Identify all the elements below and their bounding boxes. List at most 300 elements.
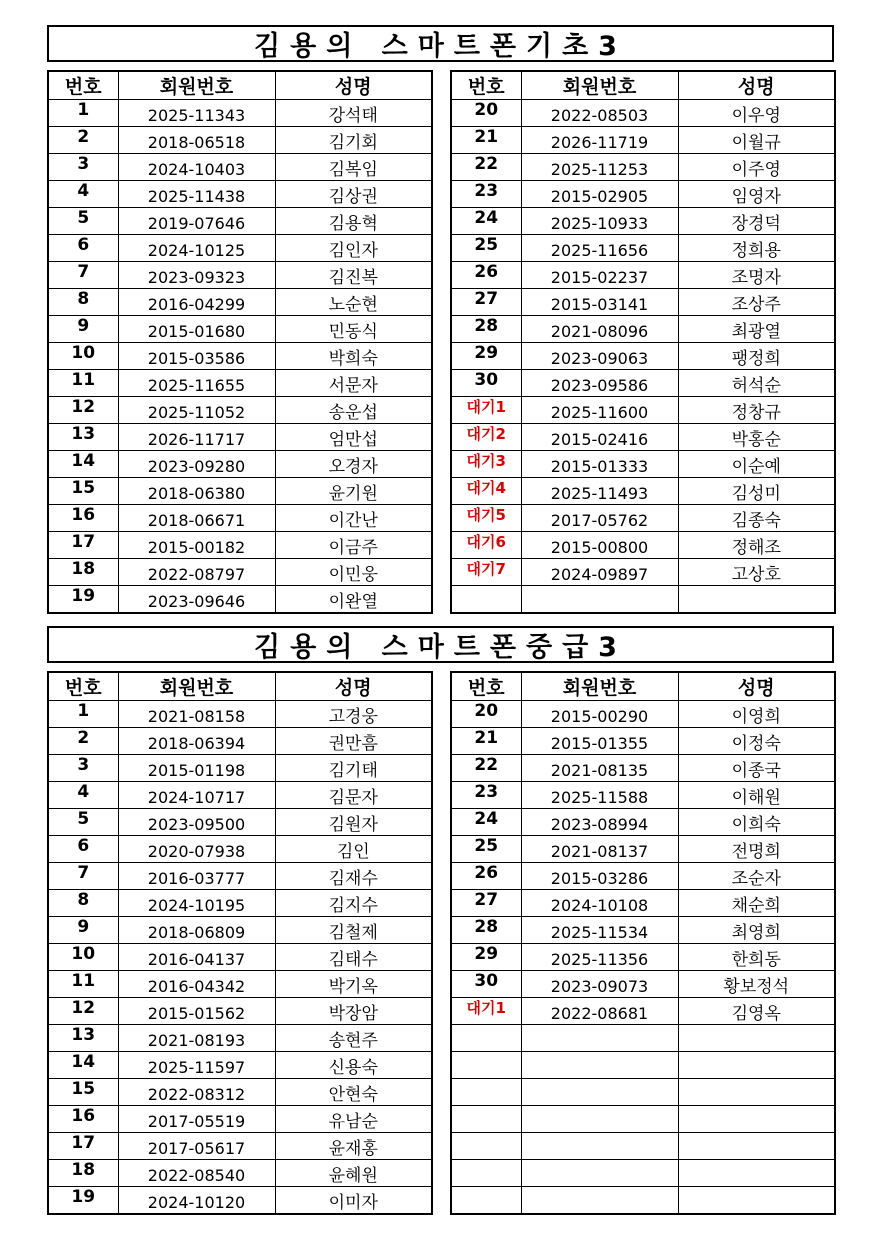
table-row xyxy=(48,809,432,836)
cell-member-id: 2015-01333 xyxy=(521,451,678,478)
cell-number: 30 xyxy=(451,971,521,998)
cell-member-id: 2025-11588 xyxy=(521,782,678,809)
table-row xyxy=(451,451,835,478)
cell-number: 7 xyxy=(48,863,118,890)
cell-member-id: 2015-00290 xyxy=(521,701,678,728)
table-row xyxy=(451,863,835,890)
cell-number: 2 xyxy=(48,127,118,154)
cell-name: 송운섭 xyxy=(275,397,432,424)
table-row xyxy=(48,1187,432,1215)
cell-name: 이영희 xyxy=(678,701,835,728)
cell-member-id: 2024-10125 xyxy=(118,235,275,262)
cell-name: 안현숙 xyxy=(275,1079,432,1106)
cell-member-id: 2015-03141 xyxy=(521,289,678,316)
cell-number: 5 xyxy=(48,208,118,235)
cell-name xyxy=(678,1160,835,1187)
cell-number: 18 xyxy=(48,1160,118,1187)
table-row xyxy=(48,235,432,262)
roster-table-left xyxy=(47,671,433,1215)
cell-name: 김문자 xyxy=(275,782,432,809)
table-row xyxy=(48,890,432,917)
cell-member-id: 2015-01680 xyxy=(118,316,275,343)
cell-member-id: 2025-11656 xyxy=(521,235,678,262)
cell-member-id: 2023-09063 xyxy=(521,343,678,370)
table-row xyxy=(48,917,432,944)
cell-number: 14 xyxy=(48,1052,118,1079)
cell-name xyxy=(678,1025,835,1052)
table-row xyxy=(48,397,432,424)
cell-name: 김재수 xyxy=(275,863,432,890)
cell-name: 신용숙 xyxy=(275,1052,432,1079)
cell-name: 김인 xyxy=(275,836,432,863)
cell-name xyxy=(678,1133,835,1160)
cell-member-id: 2015-02237 xyxy=(521,262,678,289)
cell-member-id: 2017-05762 xyxy=(521,505,678,532)
table-row xyxy=(48,478,432,505)
table-row xyxy=(451,100,835,127)
header-member-id: 회원번호 xyxy=(118,672,275,701)
table-row xyxy=(451,478,835,505)
header-number: 번호 xyxy=(48,672,118,701)
cell-name xyxy=(678,1052,835,1079)
cell-name: 엄만섭 xyxy=(275,424,432,451)
cell-member-id: 2023-09323 xyxy=(118,262,275,289)
cell-name: 이완열 xyxy=(275,586,432,614)
cell-number: 17 xyxy=(48,1133,118,1160)
cell-name: 김지수 xyxy=(275,890,432,917)
header-member-id: 회원번호 xyxy=(521,672,678,701)
cell-name: 오경자 xyxy=(275,451,432,478)
cell-number: 대기1 xyxy=(451,397,521,424)
table-row xyxy=(48,316,432,343)
cell-number: 23 xyxy=(451,181,521,208)
cell-member-id: 2021-08096 xyxy=(521,316,678,343)
cell-number: 11 xyxy=(48,971,118,998)
cell-member-id xyxy=(521,1106,678,1133)
cell-member-id: 2020-07938 xyxy=(118,836,275,863)
header-number: 번호 xyxy=(451,71,521,100)
table-row xyxy=(48,343,432,370)
cell-number: 25 xyxy=(451,836,521,863)
table-row xyxy=(451,343,835,370)
cell-name xyxy=(678,1106,835,1133)
cell-name: 이간난 xyxy=(275,505,432,532)
table-row xyxy=(451,181,835,208)
cell-number: 21 xyxy=(451,127,521,154)
cell-member-id: 2016-04342 xyxy=(118,971,275,998)
cell-number: 23 xyxy=(451,782,521,809)
cell-name: 서문자 xyxy=(275,370,432,397)
roster-table-right xyxy=(450,671,836,1215)
cell-member-id: 2025-11534 xyxy=(521,917,678,944)
cell-number xyxy=(451,1079,521,1106)
cell-member-id: 2025-11438 xyxy=(118,181,275,208)
cell-member-id: 2018-06394 xyxy=(118,728,275,755)
cell-member-id: 2015-00182 xyxy=(118,532,275,559)
cell-number: 10 xyxy=(48,944,118,971)
cell-name: 송현주 xyxy=(275,1025,432,1052)
table-row xyxy=(48,863,432,890)
cell-member-id: 2021-08137 xyxy=(521,836,678,863)
cell-name: 이정숙 xyxy=(678,728,835,755)
cell-number: 13 xyxy=(48,1025,118,1052)
cell-name: 김인자 xyxy=(275,235,432,262)
table-row xyxy=(451,505,835,532)
cell-name: 고상호 xyxy=(678,559,835,586)
cell-number: 7 xyxy=(48,262,118,289)
cell-name: 김원자 xyxy=(275,809,432,836)
cell-number: 대기7 xyxy=(451,559,521,586)
table-row xyxy=(451,316,835,343)
cell-name: 김성미 xyxy=(678,478,835,505)
cell-number: 대기6 xyxy=(451,532,521,559)
table-row xyxy=(451,998,835,1025)
cell-number: 16 xyxy=(48,505,118,532)
cell-name: 박장암 xyxy=(275,998,432,1025)
table-row xyxy=(48,154,432,181)
table-row xyxy=(48,1079,432,1106)
cell-name xyxy=(678,1079,835,1106)
cell-name: 박기옥 xyxy=(275,971,432,998)
cell-member-id: 2022-08540 xyxy=(118,1160,275,1187)
cell-member-id xyxy=(521,1187,678,1215)
table-row xyxy=(451,755,835,782)
cell-member-id: 2023-09280 xyxy=(118,451,275,478)
cell-name: 조명자 xyxy=(678,262,835,289)
cell-member-id: 2025-11356 xyxy=(521,944,678,971)
cell-name: 김기태 xyxy=(275,755,432,782)
cell-name: 김용혁 xyxy=(275,208,432,235)
table-row xyxy=(451,1187,835,1215)
table-row xyxy=(451,1160,835,1187)
cell-name: 조상주 xyxy=(678,289,835,316)
cell-member-id: 2015-02905 xyxy=(521,181,678,208)
table-row xyxy=(451,235,835,262)
table-row xyxy=(48,1052,432,1079)
cell-member-id: 2016-04137 xyxy=(118,944,275,971)
cell-name xyxy=(678,1187,835,1215)
cell-number: 20 xyxy=(451,100,521,127)
cell-name: 이순예 xyxy=(678,451,835,478)
table-row xyxy=(451,890,835,917)
cell-name: 채순희 xyxy=(678,890,835,917)
table-row xyxy=(451,1079,835,1106)
cell-name xyxy=(678,586,835,614)
cell-number: 24 xyxy=(451,208,521,235)
roster-table-left xyxy=(47,70,433,614)
cell-number xyxy=(451,1160,521,1187)
cell-member-id: 2022-08503 xyxy=(521,100,678,127)
cell-member-id: 2024-10195 xyxy=(118,890,275,917)
cell-member-id: 2026-11717 xyxy=(118,424,275,451)
table-row xyxy=(48,1133,432,1160)
cell-name: 윤혜원 xyxy=(275,1160,432,1187)
roster-table-right xyxy=(450,70,836,614)
cell-number: 19 xyxy=(48,586,118,614)
section-title: 김용의 스마트폰중급3 xyxy=(47,626,834,663)
table-row xyxy=(451,809,835,836)
cell-number: 17 xyxy=(48,532,118,559)
table-row xyxy=(48,971,432,998)
cell-number xyxy=(451,1187,521,1215)
cell-name: 김종숙 xyxy=(678,505,835,532)
cell-name: 임영자 xyxy=(678,181,835,208)
cell-number: 9 xyxy=(48,917,118,944)
cell-name: 유남순 xyxy=(275,1106,432,1133)
table-row xyxy=(48,755,432,782)
cell-member-id: 2021-08158 xyxy=(118,701,275,728)
cell-name: 김기회 xyxy=(275,127,432,154)
cell-number: 24 xyxy=(451,809,521,836)
cell-name: 이해원 xyxy=(678,782,835,809)
cell-number: 26 xyxy=(451,262,521,289)
cell-member-id: 2024-10120 xyxy=(118,1187,275,1215)
header-number: 번호 xyxy=(48,71,118,100)
cell-number: 12 xyxy=(48,998,118,1025)
table-row xyxy=(48,559,432,586)
cell-name: 정희용 xyxy=(678,235,835,262)
cell-member-id: 2021-08135 xyxy=(521,755,678,782)
cell-name: 장경덕 xyxy=(678,208,835,235)
cell-number xyxy=(451,586,521,614)
table-row xyxy=(451,836,835,863)
cell-member-id: 2015-02416 xyxy=(521,424,678,451)
cell-name: 김영옥 xyxy=(678,998,835,1025)
cell-number xyxy=(451,1133,521,1160)
cell-name: 권만흠 xyxy=(275,728,432,755)
table-row xyxy=(451,289,835,316)
cell-member-id: 2023-09073 xyxy=(521,971,678,998)
table-row xyxy=(48,944,432,971)
table-row xyxy=(48,1106,432,1133)
cell-number: 26 xyxy=(451,863,521,890)
table-row xyxy=(48,424,432,451)
table-row xyxy=(48,100,432,127)
cell-member-id xyxy=(521,1160,678,1187)
cell-member-id: 2015-01198 xyxy=(118,755,275,782)
cell-member-id: 2025-11655 xyxy=(118,370,275,397)
cell-name: 팽정희 xyxy=(678,343,835,370)
table-row xyxy=(451,586,835,614)
cell-number: 2 xyxy=(48,728,118,755)
cell-member-id: 2022-08312 xyxy=(118,1079,275,1106)
cell-number: 15 xyxy=(48,1079,118,1106)
table-row xyxy=(451,559,835,586)
cell-number: 8 xyxy=(48,890,118,917)
cell-number: 27 xyxy=(451,289,521,316)
cell-number: 27 xyxy=(451,890,521,917)
cell-member-id: 2015-01562 xyxy=(118,998,275,1025)
cell-number: 11 xyxy=(48,370,118,397)
table-row xyxy=(451,782,835,809)
cell-number: 15 xyxy=(48,478,118,505)
cell-number: 4 xyxy=(48,181,118,208)
cell-number: 30 xyxy=(451,370,521,397)
cell-member-id: 2018-06380 xyxy=(118,478,275,505)
cell-number xyxy=(451,1106,521,1133)
cell-member-id: 2021-08193 xyxy=(118,1025,275,1052)
cell-name: 노순현 xyxy=(275,289,432,316)
header-member-id: 회원번호 xyxy=(521,71,678,100)
cell-member-id: 2017-05519 xyxy=(118,1106,275,1133)
cell-number: 6 xyxy=(48,235,118,262)
cell-number: 18 xyxy=(48,559,118,586)
cell-name: 이금주 xyxy=(275,532,432,559)
table-row xyxy=(451,701,835,728)
cell-member-id: 2025-11052 xyxy=(118,397,275,424)
cell-member-id xyxy=(521,586,678,614)
cell-member-id xyxy=(521,1079,678,1106)
header-name: 성명 xyxy=(275,71,432,100)
cell-number: 3 xyxy=(48,154,118,181)
cell-name: 강석태 xyxy=(275,100,432,127)
cell-name: 이종국 xyxy=(678,755,835,782)
cell-member-id: 2023-09646 xyxy=(118,586,275,614)
cell-name: 정창규 xyxy=(678,397,835,424)
cell-name: 김복임 xyxy=(275,154,432,181)
cell-number xyxy=(451,1052,521,1079)
cell-name: 김태수 xyxy=(275,944,432,971)
cell-number: 20 xyxy=(451,701,521,728)
table-row xyxy=(48,370,432,397)
table-row xyxy=(48,262,432,289)
table-row xyxy=(451,917,835,944)
table-row xyxy=(48,1025,432,1052)
cell-name: 허석순 xyxy=(678,370,835,397)
table-row xyxy=(48,586,432,614)
cell-number: 14 xyxy=(48,451,118,478)
cell-member-id: 2016-04299 xyxy=(118,289,275,316)
table-row xyxy=(451,1052,835,1079)
table-row xyxy=(48,728,432,755)
cell-number: 5 xyxy=(48,809,118,836)
cell-number: 대기3 xyxy=(451,451,521,478)
table-row xyxy=(451,397,835,424)
header-member-id: 회원번호 xyxy=(118,71,275,100)
cell-member-id: 2017-05617 xyxy=(118,1133,275,1160)
cell-number: 29 xyxy=(451,944,521,971)
cell-member-id: 2023-08994 xyxy=(521,809,678,836)
table-row xyxy=(48,701,432,728)
table-row xyxy=(451,154,835,181)
cell-member-id: 2023-09586 xyxy=(521,370,678,397)
table-row xyxy=(451,728,835,755)
cell-number: 21 xyxy=(451,728,521,755)
cell-name: 박희숙 xyxy=(275,343,432,370)
table-row xyxy=(48,836,432,863)
table-row xyxy=(48,289,432,316)
cell-member-id: 2015-00800 xyxy=(521,532,678,559)
cell-member-id: 2019-07646 xyxy=(118,208,275,235)
cell-member-id: 2015-03286 xyxy=(521,863,678,890)
cell-member-id: 2023-09500 xyxy=(118,809,275,836)
table-row xyxy=(451,1025,835,1052)
table-row xyxy=(451,1106,835,1133)
cell-name: 고경웅 xyxy=(275,701,432,728)
cell-number: 13 xyxy=(48,424,118,451)
cell-number: 25 xyxy=(451,235,521,262)
table-row xyxy=(48,451,432,478)
cell-name: 민동식 xyxy=(275,316,432,343)
table-row xyxy=(48,127,432,154)
table-row xyxy=(451,532,835,559)
cell-number: 4 xyxy=(48,782,118,809)
table-row xyxy=(451,262,835,289)
cell-name: 이희숙 xyxy=(678,809,835,836)
table-row xyxy=(451,1133,835,1160)
cell-number: 28 xyxy=(451,917,521,944)
cell-member-id: 2015-01355 xyxy=(521,728,678,755)
cell-member-id: 2025-11600 xyxy=(521,397,678,424)
cell-member-id: 2025-11597 xyxy=(118,1052,275,1079)
cell-member-id xyxy=(521,1052,678,1079)
cell-number xyxy=(451,1025,521,1052)
header-name: 성명 xyxy=(275,672,432,701)
table-row xyxy=(48,782,432,809)
cell-number: 9 xyxy=(48,316,118,343)
cell-member-id: 2026-11719 xyxy=(521,127,678,154)
cell-number: 12 xyxy=(48,397,118,424)
cell-name: 최광열 xyxy=(678,316,835,343)
table-row xyxy=(451,370,835,397)
cell-number: 3 xyxy=(48,755,118,782)
cell-number: 1 xyxy=(48,701,118,728)
cell-member-id: 2018-06671 xyxy=(118,505,275,532)
cell-number: 대기5 xyxy=(451,505,521,532)
table-row xyxy=(48,1160,432,1187)
cell-member-id: 2022-08797 xyxy=(118,559,275,586)
cell-member-id: 2025-11493 xyxy=(521,478,678,505)
cell-name: 김철제 xyxy=(275,917,432,944)
cell-member-id: 2015-03586 xyxy=(118,343,275,370)
cell-member-id: 2018-06518 xyxy=(118,127,275,154)
table-row xyxy=(451,971,835,998)
cell-member-id: 2025-11253 xyxy=(521,154,678,181)
cell-member-id: 2018-06809 xyxy=(118,917,275,944)
cell-name: 이민웅 xyxy=(275,559,432,586)
cell-member-id xyxy=(521,1025,678,1052)
cell-name: 최영희 xyxy=(678,917,835,944)
cell-name: 이월규 xyxy=(678,127,835,154)
class-section-intermediate xyxy=(47,626,834,1211)
table-row xyxy=(451,208,835,235)
cell-member-id: 2025-10933 xyxy=(521,208,678,235)
cell-number: 10 xyxy=(48,343,118,370)
cell-number: 28 xyxy=(451,316,521,343)
cell-member-id: 2025-11343 xyxy=(118,100,275,127)
section-title: 김용의 스마트폰기초3 xyxy=(47,25,834,62)
cell-number: 대기2 xyxy=(451,424,521,451)
class-section-basic xyxy=(47,25,834,610)
header-name: 성명 xyxy=(678,71,835,100)
cell-member-id: 2024-10108 xyxy=(521,890,678,917)
cell-member-id: 2022-08681 xyxy=(521,998,678,1025)
cell-number: 8 xyxy=(48,289,118,316)
cell-name: 한희동 xyxy=(678,944,835,971)
cell-number: 대기4 xyxy=(451,478,521,505)
table-row xyxy=(451,944,835,971)
cell-name: 김진복 xyxy=(275,262,432,289)
cell-number: 22 xyxy=(451,755,521,782)
cell-number: 16 xyxy=(48,1106,118,1133)
cell-number: 22 xyxy=(451,154,521,181)
cell-number: 6 xyxy=(48,836,118,863)
cell-name: 윤기원 xyxy=(275,478,432,505)
table-row xyxy=(451,424,835,451)
cell-name: 이주영 xyxy=(678,154,835,181)
table-row xyxy=(451,127,835,154)
cell-member-id: 2024-10403 xyxy=(118,154,275,181)
